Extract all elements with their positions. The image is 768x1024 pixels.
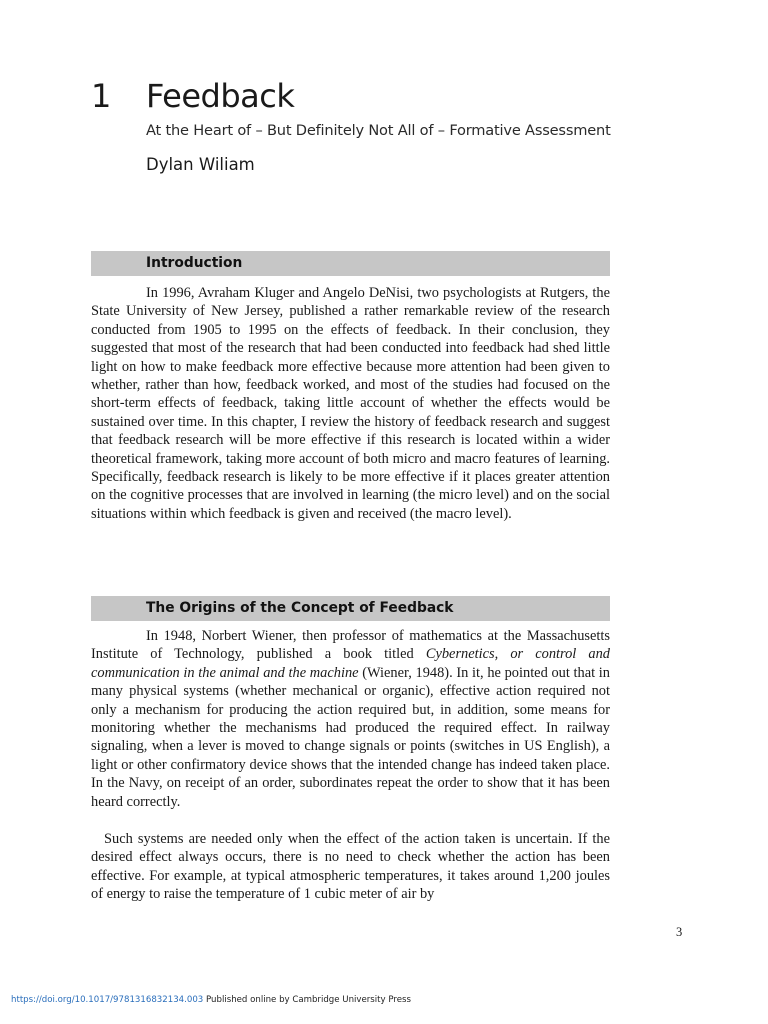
chapter-author: Dylan Wiliam bbox=[146, 155, 255, 174]
book-title: Cybernetics, or control and communication in the animal and the machine bbox=[91, 646, 611, 681]
paragraph-text: In 1948, Norbert Wiener, then professor of mathematics at the Massachusetts Institute of Technology, published a book titled bbox=[91, 628, 610, 663]
origins-paragraph-1 bbox=[91, 627, 610, 811]
origins-paragraph-2: Such systems are needed only when the effect of the action taken is uncertain. If the desired effect always occurs, there is no need to check whether the action has been effective. For example, at typical atmospheric temperatures, it takes around 1,200 joules of energy to raise the temperature of 1 cubic meter of air by bbox=[91, 831, 610, 903]
footer-text: Published online by Cambridge University Press bbox=[203, 995, 411, 1005]
page-footer bbox=[11, 994, 411, 1006]
section-heading-text: The Origins of the Concept of Feedback bbox=[146, 600, 454, 616]
chapter-title: Feedback bbox=[146, 77, 295, 115]
page-number: 3 bbox=[676, 925, 683, 939]
chapter-number: 1 bbox=[91, 77, 112, 115]
doi-link[interactable]: https://doi.org/10.1017/9781316832134.003 bbox=[11, 995, 204, 1005]
introduction-paragraph: In 1996, Avraham Kluger and Angelo DeNisi, two psychologists at Rutgers, the State University of New Jersey, published a rather remarkable review of the research conducted from 1905 to 1995 on the effects of feedback. In their conclusion, they suggested that most of the research that had been conducted into feedback had shed little light on how to make feedback more effective because more attention had been given to whether, rather than how, feedback worked, and most of the studies had focused on the short-term effects of feedback, taking little account of whether the effects would be sustained over time. In this chapter, I review the history of feedback research and suggest that feedback research will be more effective if this research is located within a wider theoretical framework, taking more account of both micro and macro features of learning. Specifically, feedback research is likely to be more effective if it places greater attention on the cognitive processes that are involved in learning (the micro level) and on the social situations within which feedback is given and received (the macro level). bbox=[91, 285, 610, 522]
section-heading-introduction bbox=[91, 251, 610, 276]
chapter-subtitle: At the Heart of – But Definitely Not All of – Formative Assessment bbox=[146, 122, 611, 139]
section-heading-text: Introduction bbox=[146, 255, 243, 271]
paragraph-text: (Wiener, 1948). In it, he pointed out that in many physical systems (whether mechanical or organic), effective action required not only a mechanism for producing the action required but, in addition, some means for monitoring whether the mechanisms had produced the required effect. In railway signaling, when a lever is moved to change signals or points (switches in US English), a light or other confirmatory device shows that the intended change has indeed taken place. In the Navy, on receipt of an order, subordinates repeat the order to show that it has been heard correctly. bbox=[91, 664, 611, 810]
section-heading-origins bbox=[91, 596, 610, 621]
